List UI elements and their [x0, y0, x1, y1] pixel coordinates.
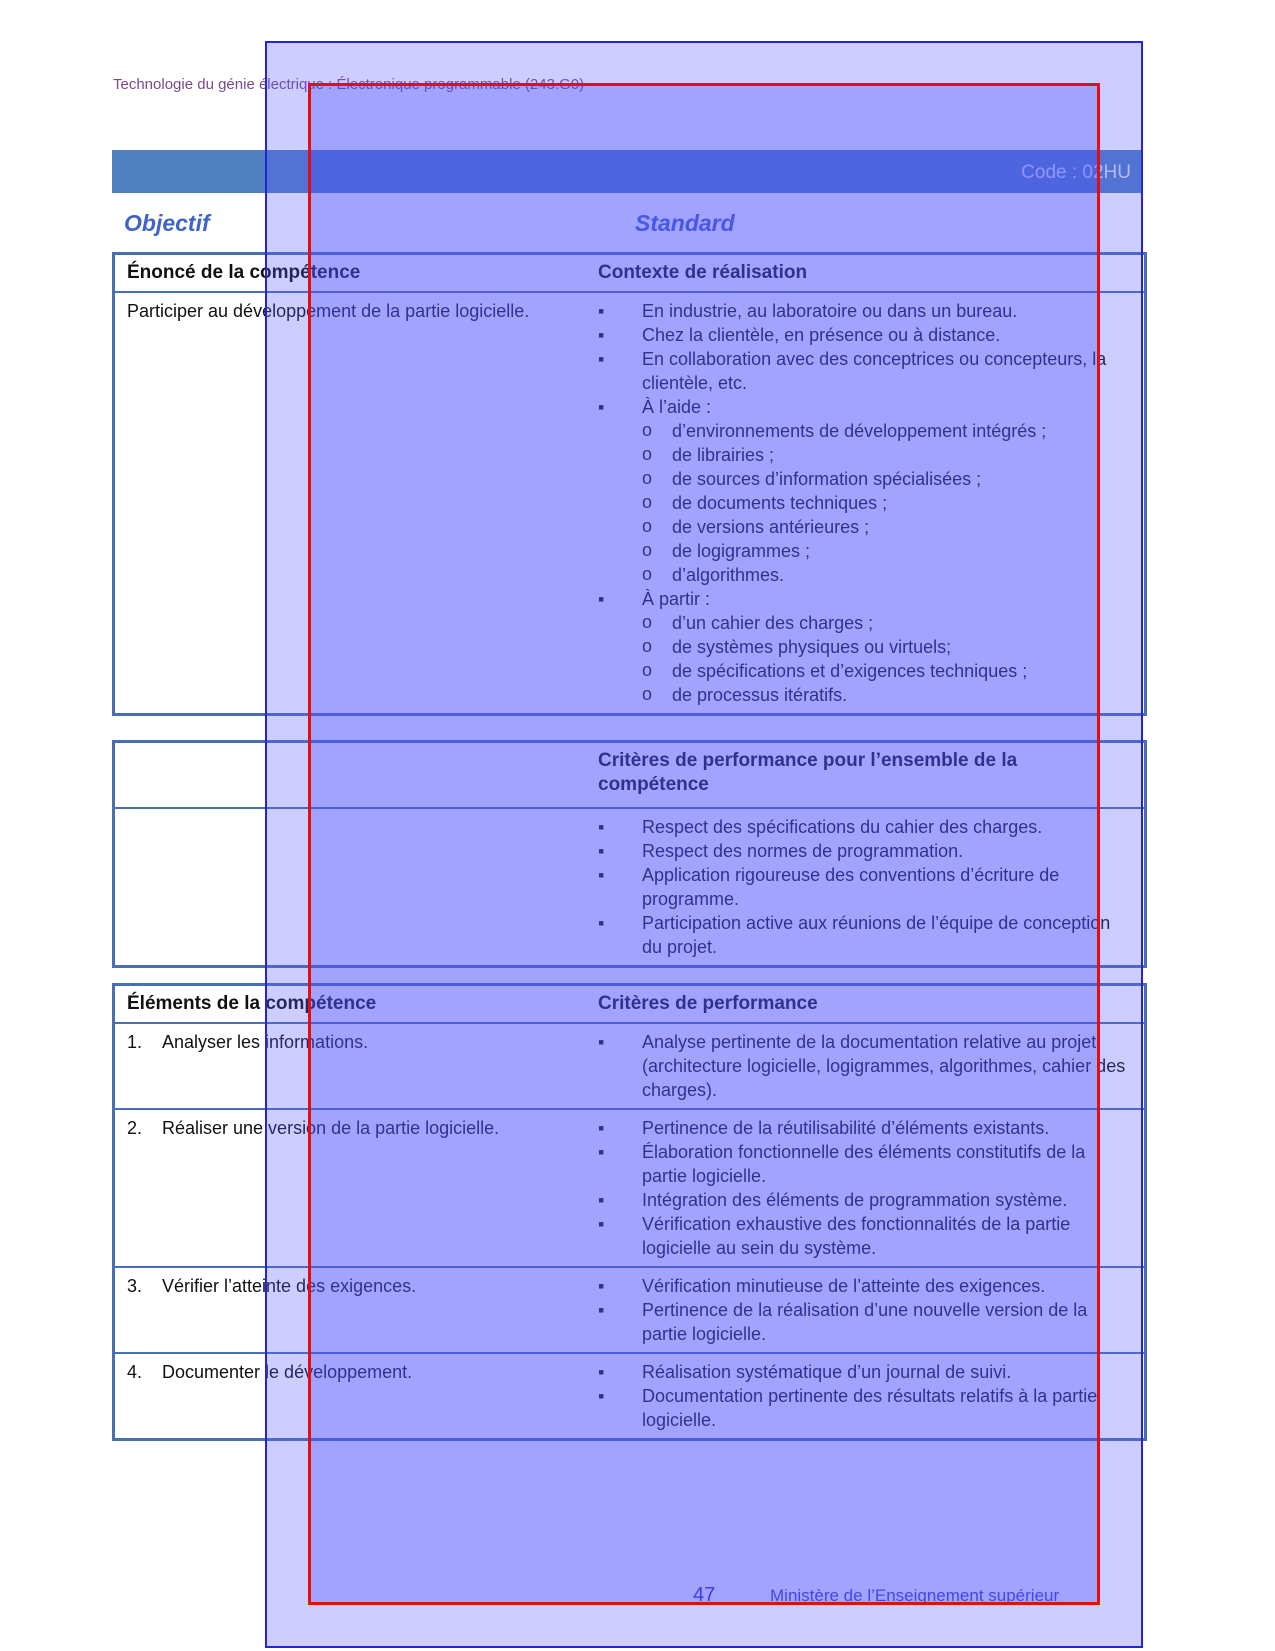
contexte-subitem: o de versions antérieures ;	[598, 515, 1132, 539]
criteres-ensemble-header: Critères de performance pour l’ensemble de la compétence	[586, 742, 1146, 808]
critere-item: ▪ Vérification exhaustive des fonctionnalités de la partie logicielle au sein du système.	[598, 1212, 1132, 1260]
contexte-subitem: o de librairies ;	[598, 443, 1132, 467]
contexte-item-text: Chez la clientèle, en présence ou à distance.	[642, 325, 1001, 345]
critere-item: ▪ Réalisation systématique d’un journal de suivi.	[598, 1360, 1132, 1384]
element-number: 1.	[127, 1032, 143, 1052]
contexte-subitem: o de processus itératifs.	[598, 683, 1132, 707]
contexte-item-text: En collaboration avec des conceptrices ou concepteurs, la clientèle, etc.	[642, 349, 1107, 393]
page-number: 47	[693, 1584, 716, 1606]
critere-item: ▪ Élaboration fonctionnelle des éléments constitutifs de la partie logicielle.	[598, 1140, 1132, 1188]
critere-item: ▪ Documentation pertinente des résultats relatifs à la partie logicielle.	[598, 1384, 1132, 1432]
critere-ensemble-item: ▪ Respect des spécifications du cahier des charges.	[598, 815, 1132, 839]
element-number: 2.	[127, 1118, 143, 1138]
element-number: 4.	[127, 1362, 143, 1382]
contexte-item-text: À partir :	[642, 589, 711, 609]
code-label: Code :	[1021, 162, 1078, 183]
contexte-subitem: o de documents techniques ;	[598, 491, 1132, 515]
critere-ensemble-item: ▪ Application rigoureuse des conventions d’écriture de programme.	[598, 863, 1132, 911]
enonce-header: Énoncé de la compétence	[114, 254, 587, 293]
critere-item: ▪ Vérification minutieuse de l’atteinte des exigences.	[598, 1274, 1132, 1298]
contexte-subitem: o d’environnements de développement intégrés ;	[598, 419, 1132, 443]
code-value: 02HU	[1082, 162, 1131, 183]
contexte-subitem: o de spécifications et d’exigences techniques ;	[598, 659, 1132, 683]
critere-item: ▪ Pertinence de la réalisation d’une nouvelle version de la partie logicielle.	[598, 1298, 1132, 1346]
critere-item: ▪ Analyse pertinente de la documentation relative au projet (architecture logicielle, logigrammes, algorithmes, cahier des charges).	[598, 1030, 1132, 1102]
element-number: 3.	[127, 1276, 143, 1296]
contexte-subitem: o de systèmes physiques ou virtuels;	[598, 635, 1132, 659]
contexte-subitem: o de logigrammes ;	[598, 539, 1132, 563]
contexte-item-text: En industrie, au laboratoire ou dans un bureau.	[642, 301, 1018, 321]
critere-item: ▪ Pertinence de la réutilisabilité d’éléments existants.	[598, 1116, 1132, 1140]
enonce-text: Participer au développement de la partie logicielle.	[114, 292, 587, 715]
contexte-subitem: o de sources d’information spécialisées ;	[598, 467, 1132, 491]
critere-ensemble-item: ▪ Respect des normes de programmation.	[598, 839, 1132, 863]
contexte-subitem: o d’algorithmes.	[598, 563, 1132, 587]
criteres-header: Critères de performance	[586, 985, 1146, 1024]
overlay-box-inner	[308, 83, 1100, 1605]
title-standard: Standard	[635, 210, 735, 236]
element-text: Vérifier l’atteinte des exigences.	[162, 1276, 417, 1296]
document-header: Technologie du génie électrique : Électronique programmable (243.G0)	[113, 76, 585, 93]
elements-header: Éléments de la compétence	[114, 985, 587, 1024]
critere-item: ▪ Intégration des éléments de programmation système.	[598, 1188, 1132, 1212]
ministry-name: Ministère de l’Enseignement supérieur	[770, 1586, 1060, 1605]
element-text: Réaliser une version de la partie logicielle.	[162, 1118, 500, 1138]
critere-ensemble-item: ▪ Participation active aux réunions de l’équipe de conception du projet.	[598, 911, 1132, 959]
contexte-subitem: o d’un cahier des charges ;	[598, 611, 1132, 635]
element-text: Documenter le développement.	[162, 1362, 413, 1382]
contexte-item-text: À l’aide :	[642, 397, 712, 417]
contexte-header: Contexte de réalisation	[586, 254, 1146, 293]
element-text: Analyser les informations.	[162, 1032, 369, 1052]
title-objectif: Objectif	[124, 210, 210, 236]
